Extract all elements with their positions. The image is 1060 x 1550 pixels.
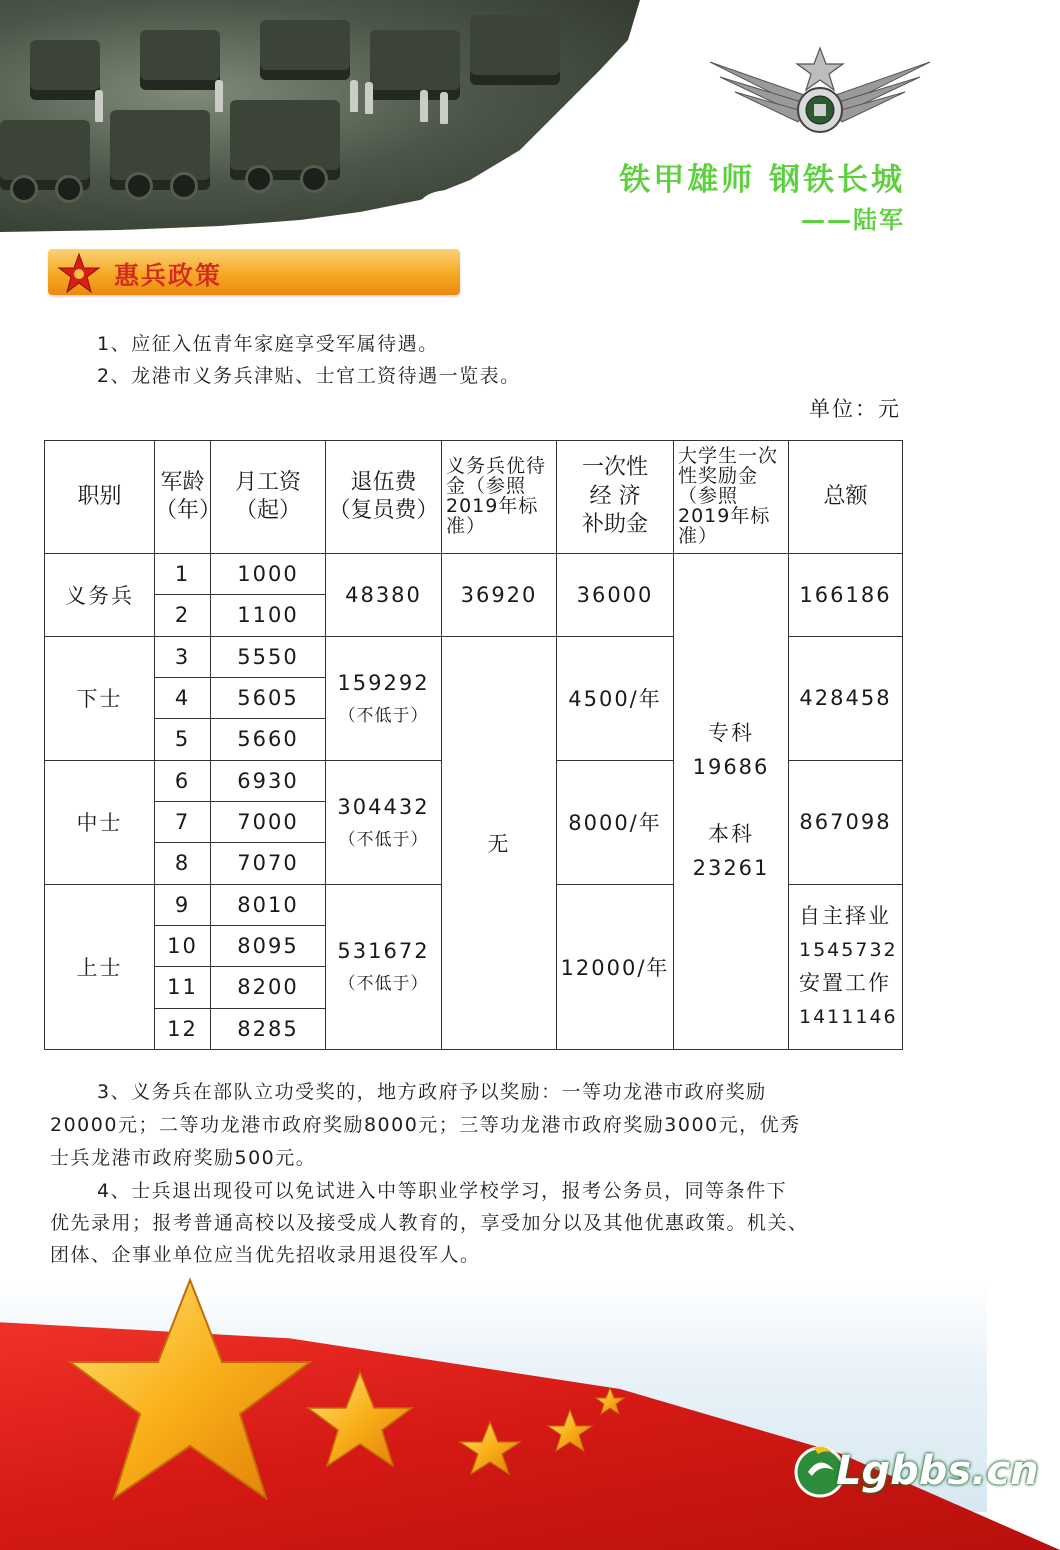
army-wings-emblem (700, 42, 940, 142)
age-cell: 6 (155, 760, 211, 801)
salary-cell: 6930 (211, 760, 326, 801)
salary-cell: 5605 (211, 677, 326, 718)
salary-cell: 1000 (211, 553, 326, 594)
section-heading-title: 惠兵政策 (114, 261, 223, 290)
total-cell: 867098 (789, 760, 903, 884)
policy-3-line-3: 士兵龙港市政府奖励500元。 (50, 1147, 317, 1169)
policy-3-line-1: 3、义务兵在部队立功受奖的，地方政府予以奖励：一等功龙港市政府奖励 (97, 1081, 767, 1103)
star-large-icon (70, 1280, 310, 1498)
salary-cell: 8200 (211, 967, 326, 1008)
rank-cell: 上士 (45, 884, 155, 1049)
rank-cell: 下士 (45, 636, 155, 760)
policy-4-line-3: 团体、企事业单位应当优先招收录用退役军人。 (50, 1244, 481, 1266)
total-cell: 自主择业 1545732 安置工作 1411146 (789, 884, 903, 1049)
star-medium-icon (308, 1372, 412, 1466)
header-rank: 职别 (45, 441, 155, 554)
banner-slogan-attribution: ——陆军 (801, 206, 905, 234)
subsidy-cell: 36000 (557, 553, 674, 636)
header-one-time-subsidy: 一次性 经 济 补助金 (557, 441, 674, 554)
header-conscript-bonus: 义务兵优待金（参照2019年标准） (442, 441, 557, 554)
age-cell: 2 (155, 595, 211, 636)
subsidy-cell: 12000/年 (557, 884, 674, 1049)
policy-4-line-1: 4、士兵退出现役可以免试进入中等职业学校学习，报考公务员，同等条件下 (97, 1180, 788, 1202)
star-small-icon (548, 1410, 592, 1451)
age-cell: 9 (155, 884, 211, 925)
intro-paragraph-1: 1、应征入伍青年家庭享受军属待遇。 (97, 333, 439, 355)
watermark-text: Lgbbs.cn (836, 1448, 1039, 1494)
bonus-cell: 36920 (442, 553, 557, 636)
header-total: 总额 (789, 441, 903, 554)
salary-cell: 1100 (211, 595, 326, 636)
salary-cell: 5660 (211, 719, 326, 760)
bonus-none-cell: 无 (442, 636, 557, 1049)
age-cell: 3 (155, 636, 211, 677)
age-cell: 5 (155, 719, 211, 760)
unit-label: 单位：元 (809, 397, 901, 421)
subsidy-cell: 4500/年 (557, 636, 674, 760)
policy-3-line-2: 20000元；二等功龙港市政府奖励8000元；三等功龙港市政府奖励3000元，优秀 (50, 1114, 801, 1136)
age-cell: 10 (155, 925, 211, 966)
header-retirement-fee: 退伍费 （复员费） (326, 441, 442, 554)
retire-cell: 48380 (326, 553, 442, 636)
salary-cell: 8095 (211, 925, 326, 966)
rank-cell: 中士 (45, 760, 155, 884)
retire-cell: 159292 （不低于） (326, 636, 442, 760)
policy-4-line-2: 优先录用；报考普通高校以及接受成人教育的，享受加分以及其他优惠政策。机关、 (50, 1212, 809, 1234)
red-star-icon (58, 252, 100, 294)
total-cell: 166186 (789, 553, 903, 636)
header-service-years: 军龄 （年） (155, 441, 211, 554)
salary-table (44, 440, 903, 1050)
header-monthly-salary: 月工资 （起） (211, 441, 326, 554)
section-heading-bar (48, 249, 460, 295)
top-banner (0, 0, 987, 232)
table-header-row (45, 441, 903, 554)
salary-cell: 5550 (211, 636, 326, 677)
star-tiny-icon (596, 1388, 624, 1414)
age-cell: 11 (155, 967, 211, 1008)
retire-cell: 531672 （不低于） (326, 884, 442, 1049)
salary-cell: 7070 (211, 843, 326, 884)
age-cell: 1 (155, 553, 211, 594)
banner-slogan: 铁甲雄师 钢铁长城 (619, 162, 905, 198)
retire-cell: 304432 （不低于） (326, 760, 442, 884)
salary-cell: 8010 (211, 884, 326, 925)
age-cell: 12 (155, 1008, 211, 1049)
star-small-icon (460, 1422, 520, 1474)
college-reward-cell: 专科 19686 本科 23261 (674, 553, 789, 1049)
subsidy-cell: 8000/年 (557, 760, 674, 884)
header-college-reward: 大学生一次性奖励金（参照2019年标准） (674, 441, 789, 554)
salary-cell: 8285 (211, 1008, 326, 1049)
salary-cell: 7000 (211, 801, 326, 842)
age-cell: 4 (155, 677, 211, 718)
table-row (45, 553, 903, 594)
intro-paragraph-2: 2、龙港市义务兵津贴、士官工资待遇一览表。 (97, 365, 521, 387)
age-cell: 7 (155, 801, 211, 842)
total-cell: 428458 (789, 636, 903, 760)
rank-cell: 义务兵 (45, 553, 155, 636)
age-cell: 8 (155, 843, 211, 884)
